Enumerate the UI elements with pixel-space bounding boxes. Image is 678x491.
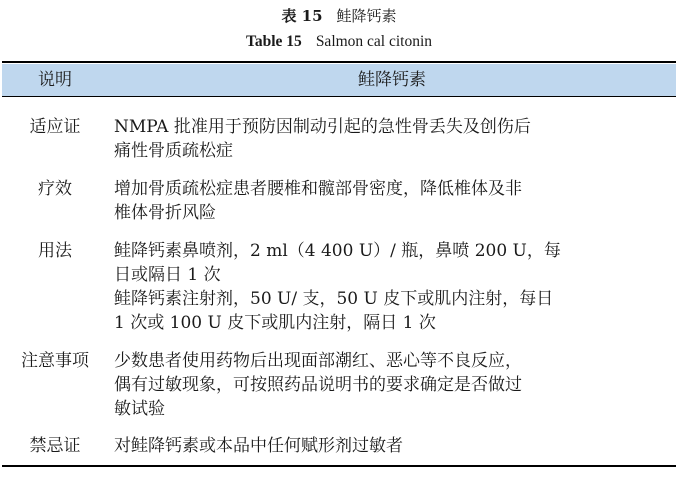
table-caption-en [0,32,678,52]
row-label-indication: 适应证 [29,117,81,137]
header-col-description: 说明 [38,70,72,90]
table-header-rule [2,96,676,97]
row-line: 偶有过敏现象，可按照药品说明书的要求确定是否做过 [114,375,522,395]
row-line: 鲑降钙素鼻喷剂，2 ml（4 400 U）/ 瓶，鼻喷 200 U，每 [114,241,561,261]
row-label-usage: 用法 [38,241,72,261]
caption-en-label: Table 15 [245,33,302,50]
table-top-rule [2,61,676,63]
row-line: NMPA 批准用于预防因制动引起的急性骨丢失及创伤后 [114,117,531,137]
caption-cn-title: 鲑降钙素 [336,7,397,25]
row-value-usage [114,239,652,335]
table-caption-cn [0,6,678,26]
caption-en-title: Salmon cal citonin [315,33,433,50]
row-line: 对鲑降钙素或本品中任何赋形剂过敏者 [114,436,403,456]
row-label-contraindications: 禁忌证 [29,436,81,456]
table-header [2,64,676,96]
row-line: 1 次或 100 U 皮下或肌内注射，隔日 1 次 [114,313,436,333]
row-value-efficacy [114,177,652,225]
row-value-indication [114,115,652,163]
row-value-contraindications [114,434,652,458]
row-label-efficacy: 疗效 [38,179,72,199]
row-value-precautions [114,349,652,421]
row-line: 敏试验 [114,399,165,419]
header-col-drug: 鲑降钙素 [358,70,426,90]
table-bottom-rule [2,465,676,467]
row-label-precautions: 注意事项 [21,351,89,371]
row-line: 日或隔日 1 次 [114,265,221,285]
row-line: 椎体骨折风险 [114,203,216,223]
caption-cn-label: 表 15 [281,7,323,25]
row-line: 鲑降钙素注射剂，50 U/ 支，50 U 皮下或肌内注射，每日 [114,289,554,309]
row-line: 增加骨质疏松症患者腰椎和髋部骨密度，降低椎体及非 [114,179,522,199]
row-line: 痛性骨质疏松症 [114,141,233,161]
row-line: 少数患者使用药物后出现面部潮红、恶心等不良反应， [114,351,522,371]
